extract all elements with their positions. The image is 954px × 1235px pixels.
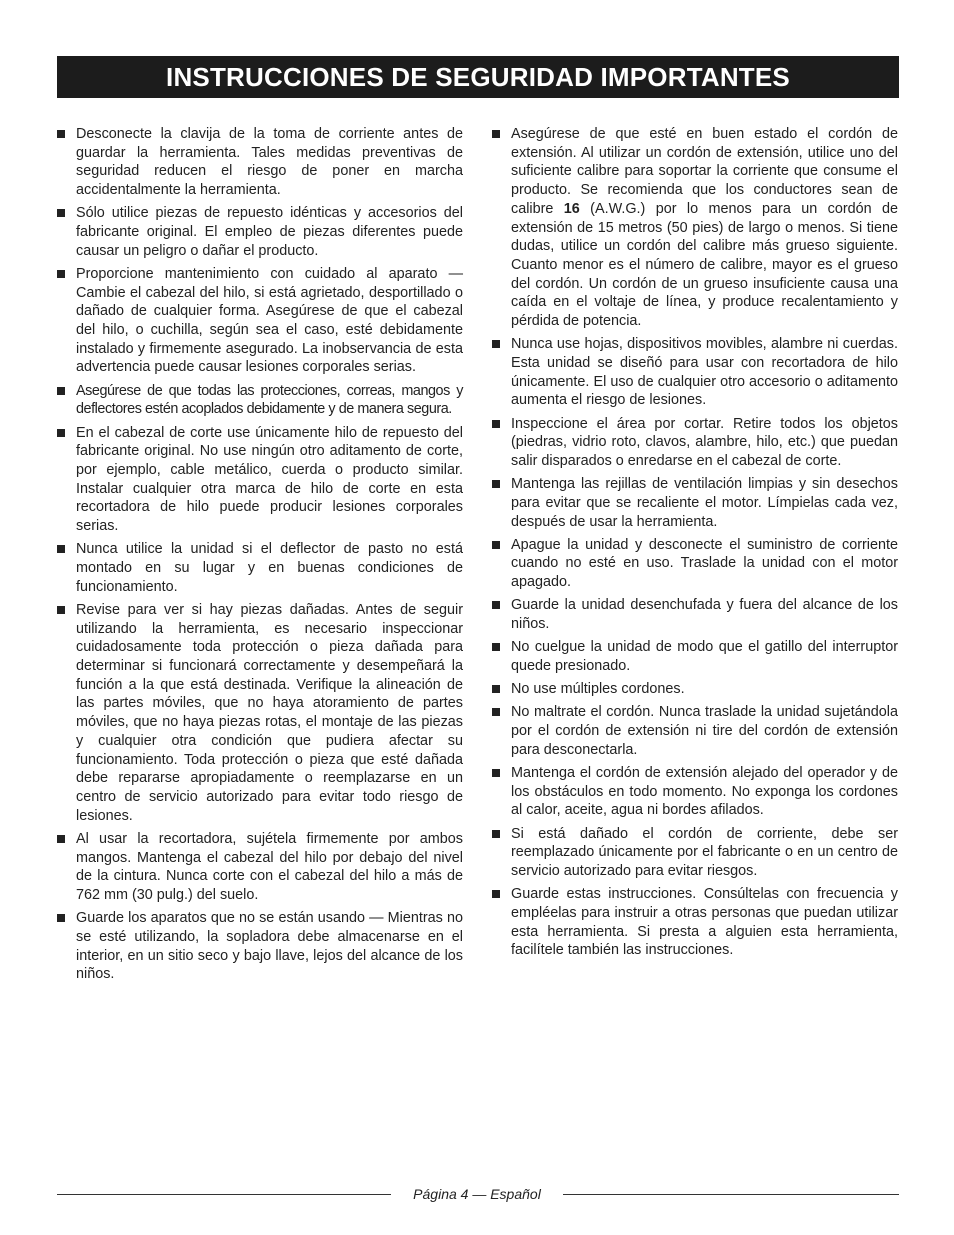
list-item: Desconecte la clavija de la toma de corriente antes de guardar la herramienta. Tales medidas preventivas de seguridad reducen el riesgo de poner en marcha accidentalmente la herramienta.	[57, 125, 463, 200]
list-item: Al usar la recortadora, sujétela firmemente por ambos mangos. Mantenga el cabezal del hilo por debajo del nivel de la cintura. Nunca corte con el cabezal del hilo a más de 762 mm (30 pulg.) del suelo.	[57, 830, 463, 905]
right-column	[492, 125, 898, 965]
square-bullet-icon	[57, 835, 65, 843]
square-bullet-icon	[492, 708, 500, 716]
list-item: Guarde la unidad desenchufada y fuera del alcance de los niños.	[492, 596, 898, 633]
square-bullet-icon	[492, 601, 500, 609]
list-item: Proporcione mantenimiento con cuidado al aparato — Cambie el cabezal del hilo, si está agrietado, desportillado o dañado de cualquier forma. Asegúrese de que el cabezal del hilo, o cuchilla, según sea el caso, esté debidamente instalado y firmemente asegurado. La inobservancia de esta advertencia puede causar lesiones corporales serias.	[57, 265, 463, 377]
square-bullet-icon	[492, 130, 500, 138]
square-bullet-icon	[57, 429, 65, 437]
square-bullet-icon	[57, 130, 65, 138]
square-bullet-icon	[57, 209, 65, 217]
list-item: Nunca use hojas, dispositivos movibles, alambre ni cuerdas. Esta unidad se diseñó para usar con recortadora de hilo únicamente. El uso de cualquier otro accesorio o aditamento aumenta el riesgo de lesiones.	[492, 335, 898, 410]
list-item: Mantenga las rejillas de ventilación limpias y sin desechos para evitar que se recaliente el motor. Límpielas cada vez, después de usar la herramienta.	[492, 475, 898, 531]
list-item: Asegúrese de que todas las protecciones, correas, mangos y deflectores estén acoplados debidamente y de manera segura.	[57, 382, 463, 419]
footer-rule-left	[57, 1194, 391, 1195]
right-bullet-list	[492, 125, 898, 960]
title-bar	[57, 56, 899, 98]
left-column	[57, 125, 463, 988]
list-item: En el cabezal de corte use únicamente hilo de repuesto del fabricante original. No use ningún otro aditamento de corte, por ejemplo, cable metálico, cuerda o producto similar. Instalar cualquier otra marca de hilo de corte en esta recortadora de hilo puede producir lesiones corporales serias.	[57, 424, 463, 536]
list-item: Mantenga el cordón de extensión alejado del operador y de los obstáculos en todo momento. No exponga los cordones al calor, aceite, agua ni bordes afilados.	[492, 764, 898, 820]
square-bullet-icon	[492, 340, 500, 348]
gauge-number: 16	[563, 200, 580, 217]
square-bullet-icon	[492, 643, 500, 651]
list-item: No use múltiples cordones.	[492, 680, 898, 699]
square-bullet-icon	[492, 890, 500, 898]
list-item: Guarde los aparatos que no se están usando — Mientras no se esté utilizando, la sopladora debe almacenarse en el interior, en un sitio seco y bajo llave, lejos del alcance de los niños.	[57, 909, 463, 984]
square-bullet-icon	[57, 387, 65, 395]
list-item: Guarde estas instrucciones. Consúltelas con frecuencia y empléelas para instruir a otras personas que puedan utilizar esta herramienta. Si presta a alguien esta herramienta, facilítele también las instrucciones.	[492, 885, 898, 960]
list-item: No maltrate el cordón. Nunca traslade la unidad sujetándola por el cordón de extensión ni tire del cordón de extensión para desconectarla.	[492, 703, 898, 759]
list-item: Revise para ver si hay piezas dañadas. Antes de seguir utilizando la herramienta, es necesario inspeccionar cuidadosamente toda protección o pieza dañada para determinar si funcionará correctamente y desempeñará la función a la que está destinada. Verifique la alineación de las partes móviles, que no haya atoramiento de partes móviles, que no haya piezas rotas, el montaje de las piezas y cualquier otra condición que pudiera afectar su funcionamiento. Toda protección o pieza que esté dañada debe repararse apropiadamente o reemplazarse en un centro de servicio autorizado para evitar todo riesgo de lesiones.	[57, 601, 463, 825]
square-bullet-icon	[57, 270, 65, 278]
left-bullet-list	[57, 125, 463, 984]
square-bullet-icon	[492, 830, 500, 838]
square-bullet-icon	[57, 545, 65, 553]
list-item: Si está dañado el cordón de corriente, debe ser reemplazado únicamente por el fabricante o en un centro de servicio autorizado para evitar riesgos.	[492, 825, 898, 881]
list-item: Asegúrese de que esté en buen estado el cordón de extensión. Al utilizar un cordón de extensión, utilice uno del suficiente calibre para soportar la corriente que consume el producto. Se recomienda que los conductores sean de calibre 16 (A.W.G.) por lo menos para un cordón de extensión de 15 metros (50 pies) de largo o menos. Si tiene dudas, utilice un cordón del calibre más grueso siguiente. Cuanto menor es el número de calibre, mayor es el grueso del cordón. Un cordón de un grueso insuficiente causa una caída en el voltaje de línea, y produce recalentamiento y pérdida de potencia.	[492, 125, 898, 331]
list-item: Sólo utilice piezas de repuesto idénticas y accesorios del fabricante original. El empleo de piezas diferentes puede causar un peligro o dañar el producto.	[57, 204, 463, 260]
page-title: INSTRUCCIONES DE SEGURIDAD IMPORTANTES	[166, 62, 790, 92]
square-bullet-icon	[492, 769, 500, 777]
list-item: No cuelgue la unidad de modo que el gatillo del interruptor quede presionado.	[492, 638, 898, 675]
square-bullet-icon	[492, 420, 500, 428]
footer-rule-right	[563, 1194, 899, 1195]
square-bullet-icon	[492, 541, 500, 549]
square-bullet-icon	[492, 685, 500, 693]
square-bullet-icon	[57, 606, 65, 614]
list-item: Apague la unidad y desconecte el suministro de corriente cuando no esté en uso. Traslade la unidad con el motor apagado.	[492, 536, 898, 592]
list-item: Nunca utilice la unidad si el deflector de pasto no está montado en su lugar y en buenas condiciones de funcionamiento.	[57, 540, 463, 596]
list-item: Inspeccione el área por cortar. Retire todos los objetos (piedras, vidrio roto, clavos, alambre, hilo, etc.) que puedan salir disparados o enredarse en el cabezal de corte.	[492, 415, 898, 471]
page-footer	[57, 1185, 899, 1203]
square-bullet-icon	[492, 480, 500, 488]
square-bullet-icon	[57, 914, 65, 922]
page-number-label: Página 4 — Español	[413, 1186, 541, 1202]
